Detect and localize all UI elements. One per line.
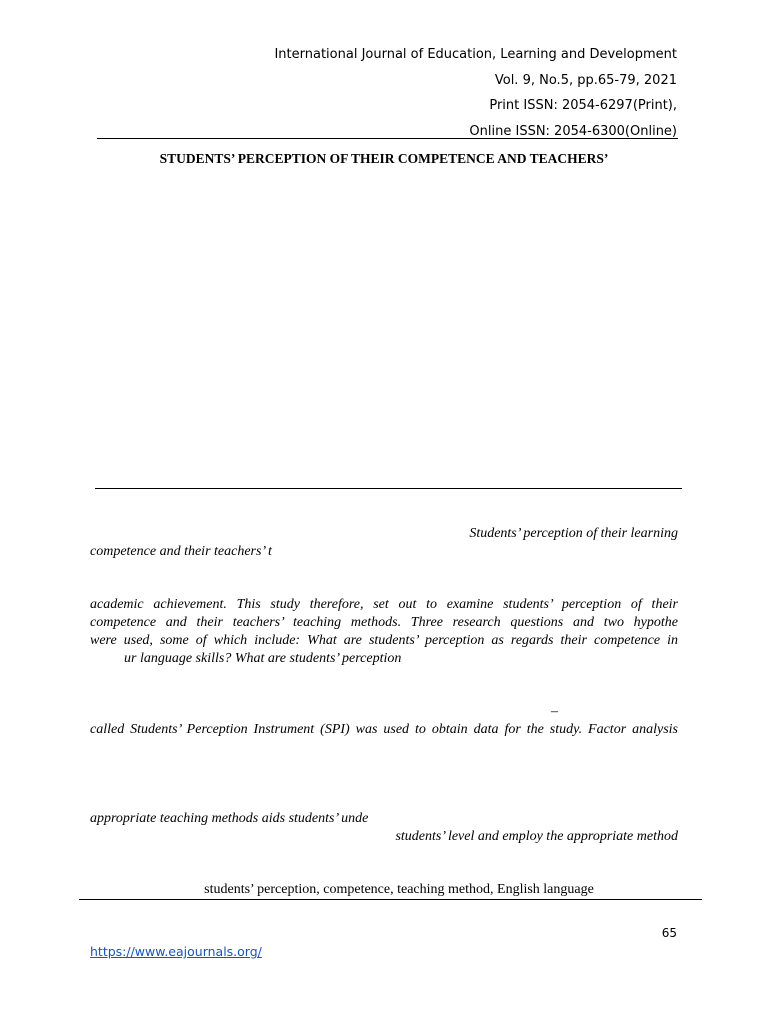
page-number: 65 (661, 926, 677, 940)
online-issn: Online ISSN: 2054-6300(Online) (469, 124, 677, 139)
abstract-line-5: were used, some of which include: What are students’ perception as regards their competence in (90, 633, 678, 648)
journal-name: International Journal of Education, Learning and Development (274, 47, 677, 62)
journal-url-link[interactable]: https://www.eajournals.org/ (90, 944, 262, 959)
abstract-line-3: academic achievement. This study therefore, set out to examine students’ perception of their (90, 597, 678, 612)
keywords-divider (79, 899, 702, 900)
abstract-top-divider (95, 488, 682, 489)
keywords: students’ perception, competence, teaching method, English language (204, 882, 594, 897)
abstract-line-9: students’ level and employ the appropriate method (395, 829, 678, 844)
abstract-line-2: competence and their teachers’ t (90, 544, 272, 559)
volume-info: Vol. 9, No.5, pp.65-79, 2021 (494, 73, 677, 88)
abstract-dash: – (551, 704, 558, 719)
abstract-line-6: ur language skills? What are students’ perception (124, 651, 402, 666)
print-issn: Print ISSN: 2054-6297(Print), (489, 98, 677, 113)
article-title: STUDENTS’ PERCEPTION OF THEIR COMPETENCE AND TEACHERS’ (159, 151, 609, 166)
abstract-line-8: appropriate teaching methods aids students’ unde (90, 811, 369, 826)
abstract-line-4: competence and their teachers’ teaching methods. Three research questions and two hypothe (90, 615, 678, 630)
abstract-line-7: called Students’ Perception Instrument (SPI) was used to obtain data for the study. Factor analysis (90, 722, 678, 737)
abstract-line-1: Students’ perception of their learning (469, 526, 678, 541)
